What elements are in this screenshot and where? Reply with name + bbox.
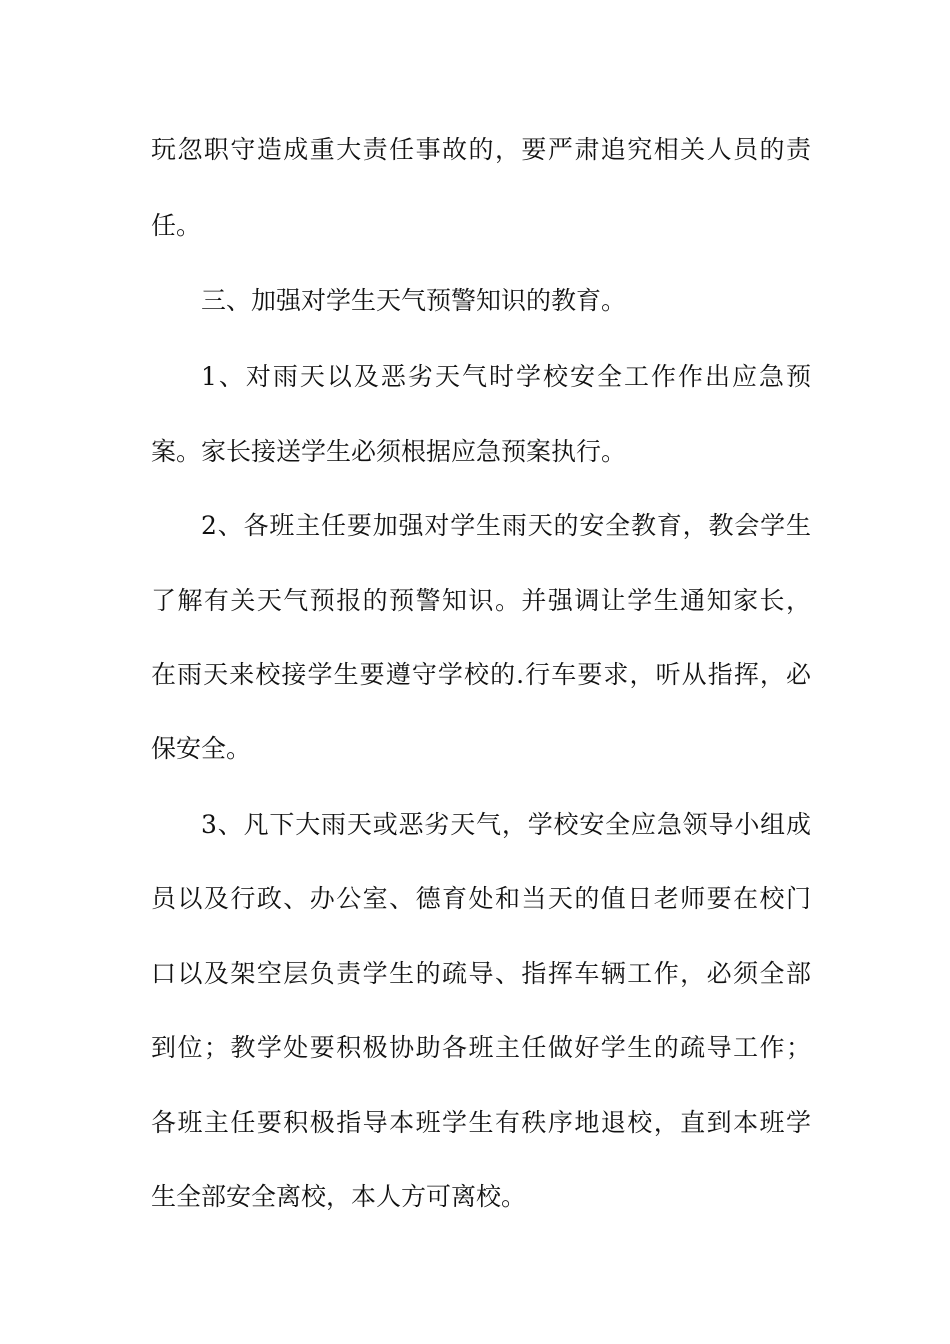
- paragraph-line: 到位；教学处要积极协助各班主任做好学生的疏导工作；: [151, 1033, 811, 1062]
- paragraph-line: 员以及行政、办公室、德育处和当天的值日老师要在校门: [151, 884, 811, 913]
- paragraph-line: 玩忽职守造成重大责任事故的，要严肃追究相关人员的责: [151, 135, 811, 164]
- paragraph-line: 了解有关天气预报的预警知识。并强调让学生通知家长，: [151, 586, 811, 615]
- paragraph-line: 生全部安全离校，本人方可离校。: [151, 1182, 527, 1211]
- paragraph-line: 2、各班主任要加强对学生雨天的安全教育，教会学生: [201, 511, 811, 540]
- section-heading: 三、加强对学生天气预警知识的教育。: [201, 286, 627, 315]
- paragraph-line: 保安全。: [151, 734, 252, 763]
- paragraph-line: 1、对雨天以及恶劣天气时学校安全工作作出应急预: [201, 362, 811, 391]
- paragraph-line: 在雨天来校接学生要遵守学校的.行车要求，听从指挥，必: [151, 660, 811, 689]
- paragraph-line: 3、凡下大雨天或恶劣天气，学校安全应急领导小组成: [201, 810, 811, 839]
- paragraph-line: 案。家长接送学生必须根据应急预案执行。: [151, 437, 627, 466]
- paragraph-line: 口以及架空层负责学生的疏导、指挥车辆工作，必须全部: [151, 959, 811, 988]
- paragraph-line: 任。: [151, 211, 202, 240]
- paragraph-line: 各班主任要积极指导本班学生有秩序地退校，直到本班学: [151, 1108, 811, 1137]
